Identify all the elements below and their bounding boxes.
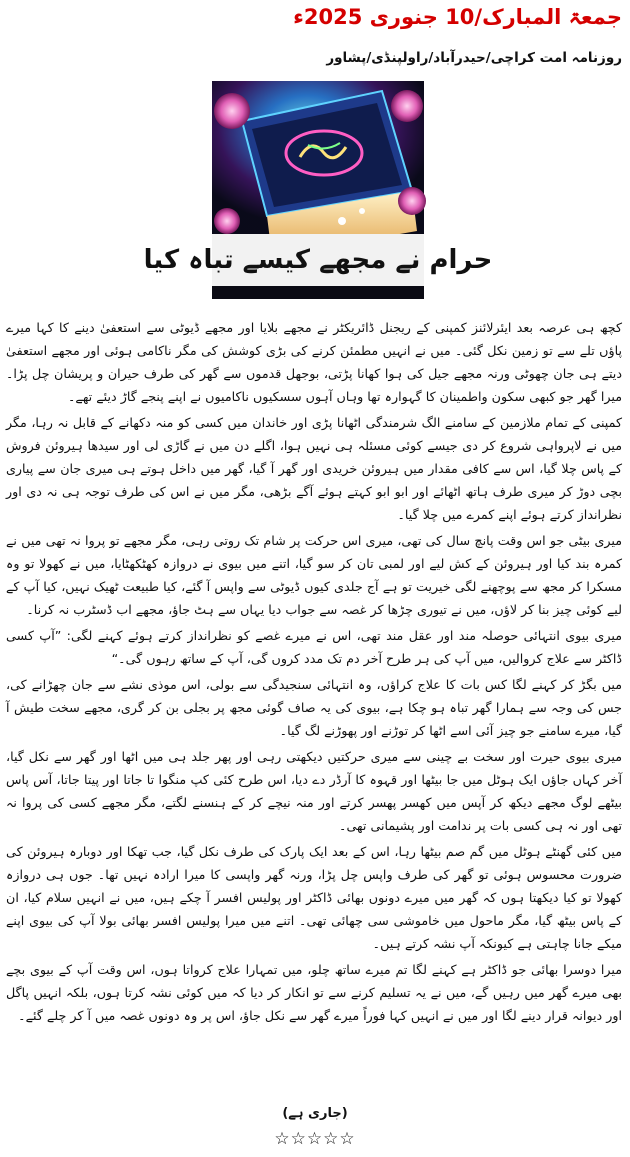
to-be-continued-note: (جاری ہے) <box>282 1106 348 1121</box>
article-paragraph: کچھ ہی عرصہ بعد ایئرلائنز کمپنی کے ریجنل ڈائریکٹر نے مجھے بلایا اور مجھے ڈیوٹی سے استعفیٰ دینے کا کہا میرے پاؤں تلے سے تو زمین نکل گئی۔ میں نے انہیں مطمئن کرنے کی بڑی کوشش کی مگر ناکامی ہوئی اور مجھے استعفیٰ دیتے ہی جان چھوٹی ورنہ مجھے جیل کی ہوا کھانا پڑتی، بوجھل قدموں سے گھر کی طرف حیران و پریشان چل پڑا۔ میرا گھر جو کبھی سکون واطمینان کا گہوارہ تھا وہاں آہوں سسکیوں ناکامیوں نے اپنے پنجے گاڑ دیئے تھے۔ <box>6 320 622 404</box>
article-paragraph: میری بیوی حیرت اور سخت بے چینی سے میری حرکتیں دیکھتی رہی اور پھر جلد ہی میں اٹھا اور گھر سے نکل گیا، آخر کہاں جاؤں ایک ہوٹل میں جا بیٹھا اور قہوہ کا آرڈر دے دیا، اس طرح کئی کپ منگوا تا جاتا اور پیتا جاتا، آس پاس بیٹھے لوگ مجھے دیکھ کر آپس میں کھسر پھسر کرتے اور منہ نیچے کر کے ہنسنے لگتے، مگر مجھے کسی کی پروا نہ تھی اور نہ ہی کسی بات پر ندامت اور پشیمانی تھی۔ <box>6 749 622 833</box>
article-paragraph: میری بیوی انتہائی حوصلہ مند اور عقل مند تھی، اس نے میرے غصے کو نظرانداز کرتے ہوئے کہنے لگی: ”آپ کسی ڈاکٹر سے علاج کروالیں، میں آپ کی ہر طرح آخر دم تک مدد کروں گی، آپ کے ساتھ رہوں گی۔“ <box>6 628 622 666</box>
article-paragraph: میں کئی گھنٹے ہوٹل میں گم صم بیٹھا رہا، اس کے بعد ایک پارک کی طرف نکل گیا، جب تھکا اور دوبارہ ہیروئن کی ضرورت محسوس ہوئی تو گھر کی طرف واپس چل پڑا، ورنہ گھر واپسی کا میرا ارادہ نہیں تھا۔ جوں ہی دروازہ کھولا تو کیا دیکھتا ہوں کہ گھر میں میرے دونوں بھائی ڈاکٹر اور پولیس افسر آ چکے ہیں، میں نے انہیں سلام کیا، ان کے پاس بیٹھ گیا، مگر ماحول میں خاموشی سی چھائی تھی۔ اتنے میں میرا پولیس افسر بھائی بولا آپ کی بیوی اپنے میکے جانا چاہتی ہے کیونکہ آپ نشہ کرتے ہیں۔ <box>6 844 622 951</box>
article-body <box>6 316 622 1030</box>
article-paragraph: میری بیٹی جو اس وقت پانچ سال کی تھی، میری اس حرکت پر شام تک روتی رہی، مگر مجھے تو پروا نہ تھی میں نے کمرہ بند کیا اور ہیروئن کے کش لیے اور لمبی تان کر سو گیا، اتنے میں بیوی نے دروازہ کھٹکھٹایا، میں نے کھولا تو وہ مسکرا کر مجھ سے پوچھنے لگی خیریت تو ہے آج جلدی کیوں ڈیوٹی سے واپس آ گئے، کیا طبیعت ٹھیک نہیں، کیا آپ کے لیے کوئی چیز بنا کر لاؤں، میں نے تیوری چڑھا کر غصہ سے جواب دیا یہاں سے ہٹ جاؤ، مجھے اب ڈسٹرب نہ کرنا۔ <box>6 533 622 617</box>
newspaper-source-line: روزنامہ امت کراچی/حیدرآباد/راولپنڈی/پشاور <box>326 50 622 66</box>
article-paragraph: میں بگڑ کر کہنے لگا کس بات کا علاج کراؤں، وہ انتہائی سنجیدگی سے بولی، اس موذی نشے سے جان چھڑانے کی، جس کی وجہ سے ہمارا گھر تباہ ہو چکا ہے، بیوی کی یہ صاف گوئی مجھ پر بجلی بن کر گری، مجھے سخت طیش آ گیا، میرے سامنے جو چیز آئی اسے اٹھا کر توڑنے اور پھوڑنے لگ گیا۔ <box>6 677 622 738</box>
article-paragraph: میرا دوسرا بھائی جو ڈاکٹر ہے کہنے لگا تم میرے ساتھ چلو، میں تمہارا علاج کرواتا ہوں، اس وقت آپ کے بیوی بچے بھی میرے گھر میں رہیں گے، میں نے یہ تسلیم کرنے سے تو انکار کر دیا کہ میں کوئی نشہ کرتا ہوں، بلکہ انہیں پاگل اور دیوانہ قرار دینے لگا اور میں نے انہیں کہا فوراً میرے گھر سے نکل جاؤ، اس پر وہ دونوں غصہ میں آ کر چلے گئے۔ <box>6 962 622 1023</box>
article-title-banner: حرام نے مجھے کیسے تباہ کیا <box>212 234 424 286</box>
star-separator: ☆☆☆☆☆ <box>274 1129 356 1149</box>
date-header: جمعۃ المبارک/10 جنوری 2025ء <box>293 5 622 29</box>
article-hero-image <box>143 81 493 299</box>
article-paragraph: کمپنی کے تمام ملازمین کے سامنے الگ شرمندگی اٹھانا پڑی اور خاندان میں کسی کو منہ دکھانے کے قابل نہ رہا، مگر میں نے لاپرواہی شروع کر دی جیسے کوئی مسئلہ ہی نہیں ہوا، اگلے دن میں نے گاڑی لی اور سیدھا ہیروئن فروش کے پاس چلا گیا، اس سے کافی مقدار میں ہیروئن خریدی اور گھر آ گیا، گھر میں داخل ہوتے ہی میری جان سے پیاری بچی دوڑ کر میری طرف ہاتھ اٹھائے اور ابو ابو کہتے ہوئے آگے بڑھی، مگر میں نے اس کی طرف توجہ ہی نہ دی اور نظرانداز کرتے ہوئے اپنے کمرے میں چلا گیا۔ <box>6 415 622 522</box>
